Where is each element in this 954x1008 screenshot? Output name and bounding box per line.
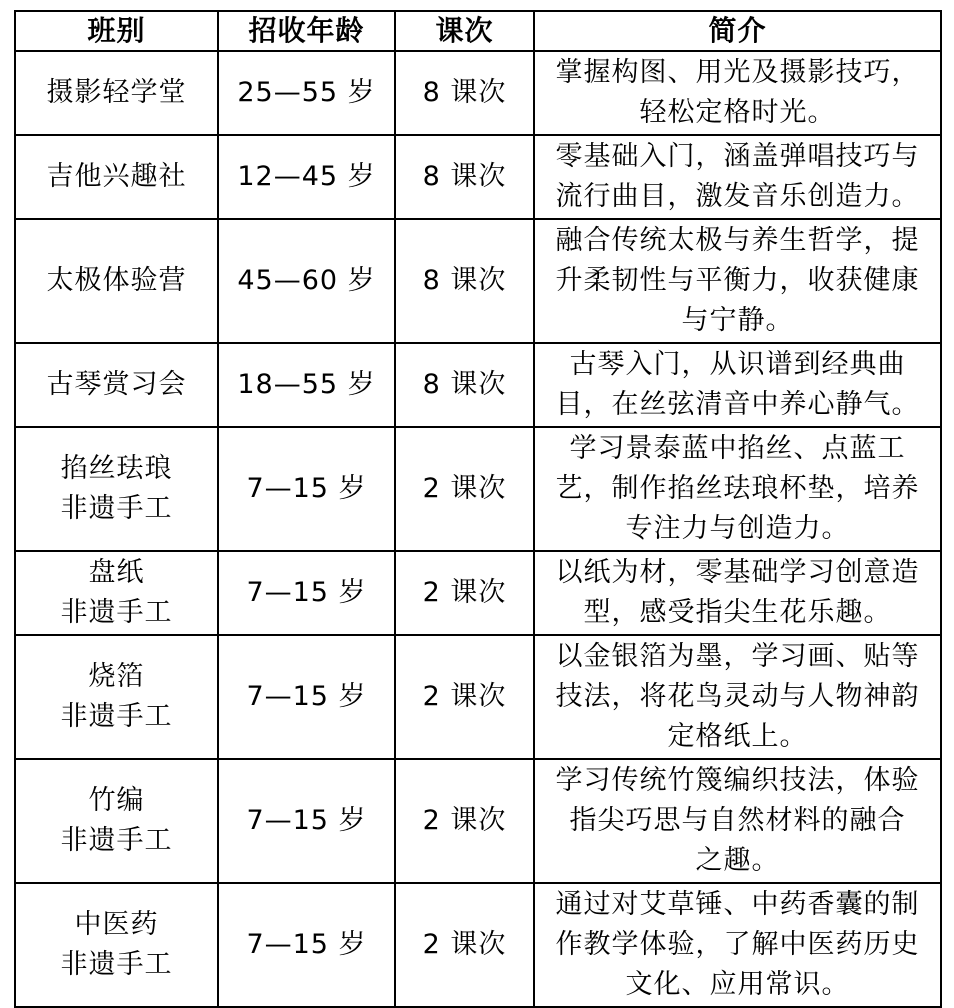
table-row <box>15 551 941 635</box>
description-line: 指尖巧思与自然材料的融合 <box>569 805 906 836</box>
class-name-line: 吉他兴趣社 <box>46 161 187 192</box>
description-line: 升柔韧性与平衡力，收获健康 <box>555 265 920 296</box>
class-name-cell <box>15 427 218 551</box>
class-name-cell <box>15 51 218 135</box>
description-line: 掌握构图、用光及摄影技巧， <box>555 57 920 88</box>
age-range-cell: 7—15 岁 <box>218 883 395 1007</box>
age-range-cell: 7—15 岁 <box>218 635 395 759</box>
description-line: 技法，将花鸟灵动与人物神韵 <box>555 681 920 712</box>
table-row <box>15 427 941 551</box>
description-line: 文化、应用常识。 <box>625 969 850 1000</box>
header-class: 班别 <box>15 11 218 51</box>
description-line: 学习传统竹篾编织技法，体验 <box>555 765 920 796</box>
description-line: 艺，制作掐丝珐琅杯垫，培养 <box>555 473 920 504</box>
description-cell <box>534 343 941 427</box>
class-name-cell <box>15 135 218 219</box>
table-row <box>15 883 941 1007</box>
sessions-cell: 2 课次 <box>395 759 534 883</box>
class-name-cell <box>15 635 218 759</box>
course-table <box>14 10 942 1008</box>
description-line: 定格纸上。 <box>667 721 808 752</box>
sessions-cell: 2 课次 <box>395 635 534 759</box>
class-name-line: 竹编 <box>88 785 145 816</box>
header-sessions: 课次 <box>395 11 534 51</box>
description-line: 作教学体验，了解中医药历史 <box>555 929 920 960</box>
description-line: 古琴入门，从识谱到经典曲 <box>569 349 906 380</box>
description-line: 学习景泰蓝中掐丝、点蓝工 <box>569 433 906 464</box>
table-row <box>15 635 941 759</box>
age-range-cell: 25—55 岁 <box>218 51 395 135</box>
class-name-line: 太极体验营 <box>46 265 187 296</box>
description-line: 零基础入门，涵盖弹唱技巧与 <box>555 141 920 172</box>
description-cell <box>534 759 941 883</box>
description-cell <box>534 135 941 219</box>
description-line: 流行曲目，激发音乐创造力。 <box>555 181 920 212</box>
age-range-cell: 18—55 岁 <box>218 343 395 427</box>
description-line: 型，感受指尖生花乐趣。 <box>583 597 892 628</box>
description-cell <box>534 219 941 343</box>
description-line: 与宁静。 <box>681 305 794 336</box>
description-line: 目，在丝弦清音中养心静气。 <box>555 389 920 420</box>
header-row <box>15 11 941 51</box>
class-name-line: 非遗手工 <box>60 597 173 628</box>
age-range-cell: 7—15 岁 <box>218 551 395 635</box>
table-row <box>15 343 941 427</box>
age-range-cell: 7—15 岁 <box>218 759 395 883</box>
description-line: 以金银箔为墨，学习画、贴等 <box>555 641 920 672</box>
class-name-cell <box>15 343 218 427</box>
sessions-cell: 8 课次 <box>395 135 534 219</box>
table-row <box>15 759 941 883</box>
description-cell <box>534 551 941 635</box>
class-name-line: 古琴赏习会 <box>46 369 187 400</box>
description-cell <box>534 51 941 135</box>
class-name-cell <box>15 219 218 343</box>
class-name-line: 非遗手工 <box>60 949 173 980</box>
description-cell <box>534 635 941 759</box>
sessions-cell: 8 课次 <box>395 219 534 343</box>
class-name-line: 摄影轻学堂 <box>46 77 187 108</box>
description-line: 以纸为材，零基础学习创意造 <box>555 557 920 588</box>
class-name-line: 掐丝珐琅 <box>60 453 173 484</box>
sessions-cell: 2 课次 <box>395 883 534 1007</box>
age-range-cell: 7—15 岁 <box>218 427 395 551</box>
sessions-cell: 2 课次 <box>395 551 534 635</box>
class-name-cell <box>15 551 218 635</box>
sessions-cell: 2 课次 <box>395 427 534 551</box>
description-cell <box>534 427 941 551</box>
class-name-cell <box>15 759 218 883</box>
class-name-line: 中医药 <box>74 909 159 940</box>
table-row <box>15 135 941 219</box>
header-age: 招收年龄 <box>218 11 395 51</box>
class-name-line: 非遗手工 <box>60 825 173 856</box>
class-name-line: 烧箔 <box>88 661 145 692</box>
class-name-line: 盘纸 <box>88 557 145 588</box>
class-name-line: 非遗手工 <box>60 701 173 732</box>
description-line: 专注力与创造力。 <box>625 513 850 544</box>
description-line: 融合传统太极与养生哲学，提 <box>555 225 920 256</box>
header-intro: 简介 <box>534 11 941 51</box>
sessions-cell: 8 课次 <box>395 51 534 135</box>
class-name-cell <box>15 883 218 1007</box>
class-name-line: 非遗手工 <box>60 493 173 524</box>
age-range-cell: 45—60 岁 <box>218 219 395 343</box>
description-line: 之趣。 <box>695 845 780 876</box>
description-line: 轻松定格时光。 <box>639 97 836 128</box>
table-body <box>15 51 941 1007</box>
table-row <box>15 219 941 343</box>
description-cell <box>534 883 941 1007</box>
table-row <box>15 51 941 135</box>
sessions-cell: 8 课次 <box>395 343 534 427</box>
description-line: 通过对艾草锤、中药香囊的制 <box>555 889 920 920</box>
age-range-cell: 12—45 岁 <box>218 135 395 219</box>
